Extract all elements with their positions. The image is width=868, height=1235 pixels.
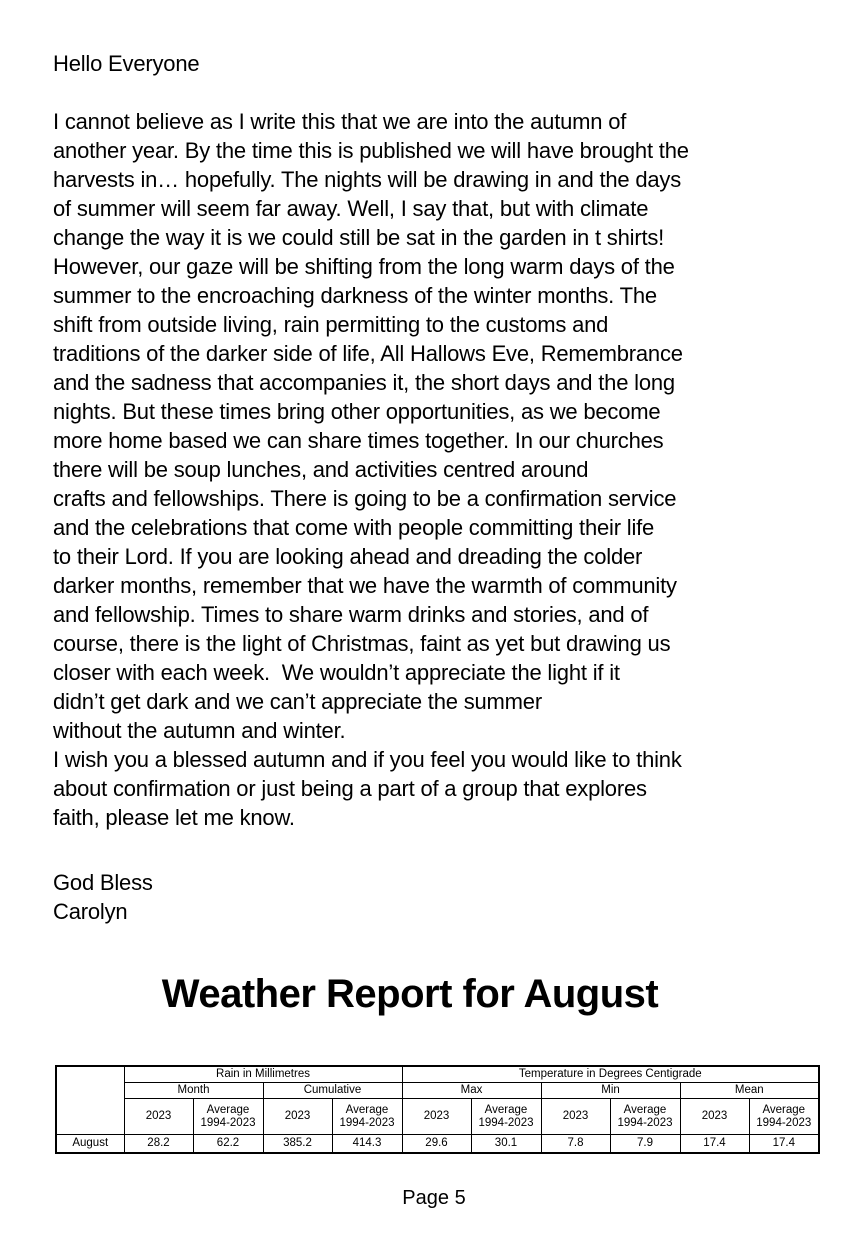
column-header: Average 1994-2023: [749, 1099, 819, 1135]
section-header-temperature: Temperature in Degrees Centigrade: [402, 1066, 819, 1083]
letter-paragraph-line: another year. By the time this is published we will have brought the: [53, 138, 689, 163]
value-temp-min-average: 7.9: [610, 1135, 680, 1154]
subsection-header-month: Month: [124, 1083, 263, 1099]
letter-paragraph-line: traditions of the darker side of life, All Hallows Eve, Remembrance: [53, 341, 683, 366]
value-rain-cumulative-2023: 385.2: [263, 1135, 332, 1154]
column-header: Average 1994-2023: [471, 1099, 541, 1135]
weather-table-container: [55, 1065, 820, 1154]
row-label-august: August: [56, 1135, 124, 1154]
column-header: 2023: [263, 1099, 332, 1135]
letter-signoff-name: Carolyn: [53, 899, 128, 924]
column-header: 2023: [124, 1099, 193, 1135]
letter-greeting: Hello Everyone: [53, 51, 200, 76]
letter-paragraph-line: of summer will seem far away. Well, I say that, but with climate: [53, 196, 649, 221]
letter-paragraph-line: crafts and fellowships. There is going to be a confirmation service: [53, 486, 677, 511]
weather-report-heading: Weather Report for August: [161, 972, 659, 1016]
column-header: 2023: [541, 1099, 610, 1135]
weather-table: [55, 1065, 820, 1154]
letter-paragraph-line: and the celebrations that come with people committing their life: [53, 515, 655, 540]
letter-paragraph-line: course, there is the light of Christmas, faint as yet but drawing us: [53, 631, 671, 656]
letter-paragraph-line: didn’t get dark and we can’t appreciate the summer: [53, 689, 542, 714]
letter-paragraph-line: shift from outside living, rain permitting to the customs and: [53, 312, 609, 337]
letter-paragraph-line: and fellowship. Times to share warm drinks and stories, and of: [53, 602, 649, 627]
letter-paragraph-line: and the sadness that accompanies it, the short days and the long: [53, 370, 675, 395]
letter-paragraph-line: there will be soup lunches, and activities centred around: [53, 457, 589, 482]
value-temp-mean-2023: 17.4: [680, 1135, 749, 1154]
value-temp-mean-average: 17.4: [749, 1135, 819, 1154]
column-header: 2023: [402, 1099, 471, 1135]
letter-body: [53, 49, 825, 926]
letter-paragraph-line: without the autumn and winter.: [53, 718, 346, 743]
column-header: 2023: [680, 1099, 749, 1135]
value-rain-month-average: 62.2: [193, 1135, 263, 1154]
letter-paragraph-line: darker months, remember that we have the warmth of community: [53, 573, 677, 598]
value-temp-max-2023: 29.6: [402, 1135, 471, 1154]
section-header-rain: Rain in Millimetres: [124, 1066, 402, 1083]
letter-paragraph-line: I cannot believe as I write this that we are into the autumn of: [53, 109, 627, 134]
letter-paragraph-line: closer with each week. We wouldn’t appreciate the light if it: [53, 660, 620, 685]
letter-paragraph-line: to their Lord. If you are looking ahead and dreading the colder: [53, 544, 643, 569]
letter-paragraph-line: about confirmation or just being a part of a group that explores: [53, 776, 647, 801]
letter-signoff-blessing: God Bless: [53, 870, 153, 895]
letter-paragraph-line: faith, please let me know.: [53, 805, 295, 830]
blank-line: [53, 832, 825, 868]
letter-paragraph-line: harvests in… hopefully. The nights will be drawing in and the days: [53, 167, 682, 192]
page-number-footer: Page 5: [402, 1187, 466, 1209]
subsection-header-cumulative: Cumulative: [263, 1083, 402, 1099]
value-temp-min-2023: 7.8: [541, 1135, 610, 1154]
column-header: Average 1994-2023: [193, 1099, 263, 1135]
value-rain-cumulative-average: 414.3: [332, 1135, 402, 1154]
subsection-header-mean: Mean: [680, 1083, 819, 1099]
column-header: Average 1994-2023: [610, 1099, 680, 1135]
letter-paragraph-line: summer to the encroaching darkness of the winter months. The: [53, 283, 657, 308]
value-temp-max-average: 30.1: [471, 1135, 541, 1154]
subsection-header-min: Min: [541, 1083, 680, 1099]
column-header: Average 1994-2023: [332, 1099, 402, 1135]
table-corner-cell: [56, 1066, 124, 1135]
blank-line: [53, 78, 825, 107]
letter-paragraph-line: However, our gaze will be shifting from the long warm days of the: [53, 254, 675, 279]
letter-paragraph-line: nights. But these times bring other opportunities, as we become: [53, 399, 661, 424]
letter-paragraph-line: more home based we can share times together. In our churches: [53, 428, 664, 453]
letter-paragraph-line: change the way it is we could still be sat in the garden in t shirts!: [53, 225, 665, 250]
letter-paragraph-line: I wish you a blessed autumn and if you feel you would like to think: [53, 747, 682, 772]
subsection-header-max: Max: [402, 1083, 541, 1099]
value-rain-month-2023: 28.2: [124, 1135, 193, 1154]
